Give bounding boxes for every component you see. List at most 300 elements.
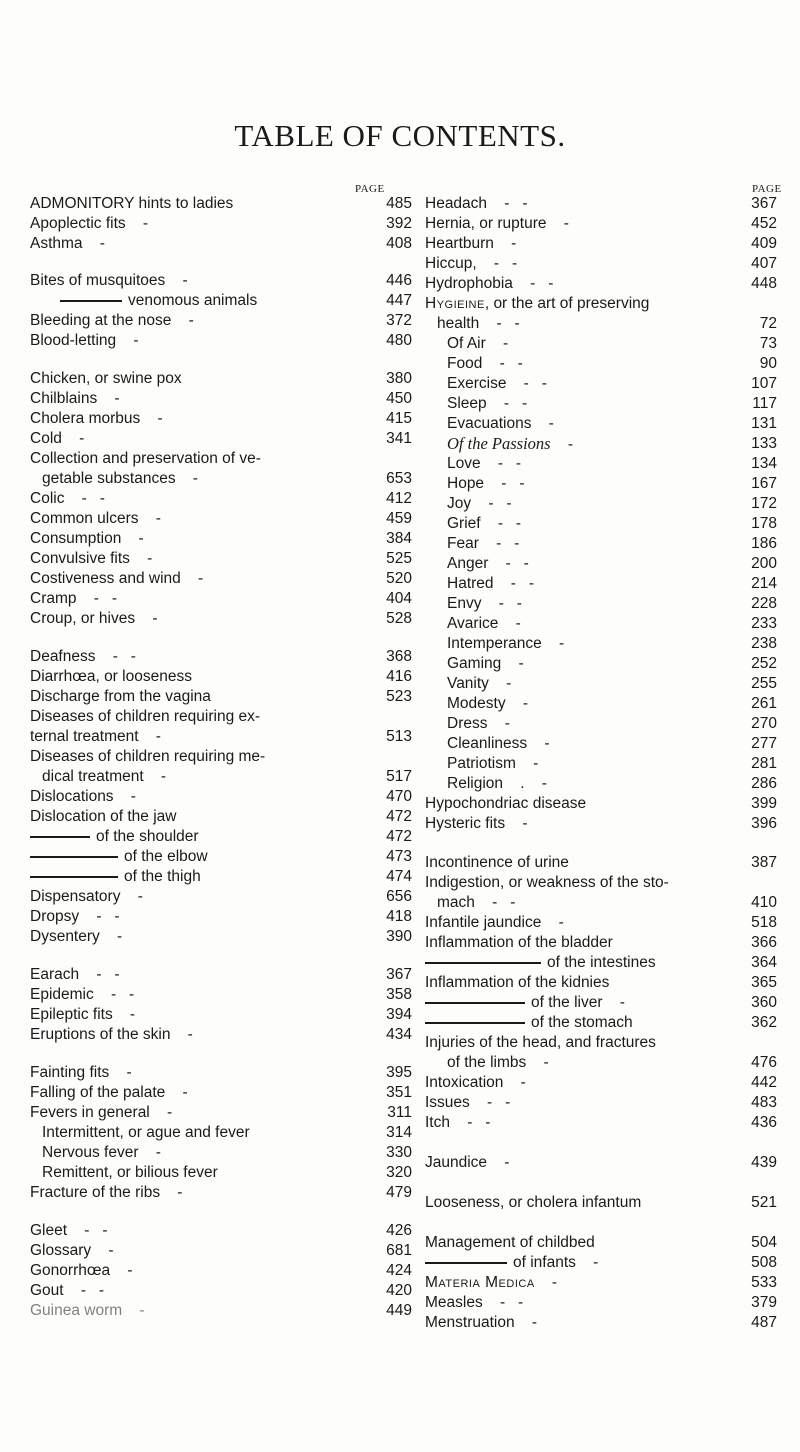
toc-entry-label bbox=[447, 694, 528, 714]
toc-leader-dashes: - - bbox=[480, 455, 522, 472]
toc-entry-right-25 bbox=[425, 674, 777, 694]
ditto-rule bbox=[30, 876, 118, 878]
toc-entry-label bbox=[30, 1281, 104, 1301]
toc-leader-dashes: - - bbox=[79, 966, 120, 983]
toc-entry-label bbox=[447, 574, 534, 594]
toc-entry-text: Incontinence of urine bbox=[425, 854, 569, 871]
toc-entry-left-8 bbox=[30, 369, 412, 389]
toc-entry-label bbox=[447, 414, 554, 434]
toc-entry-label bbox=[30, 1221, 108, 1241]
toc-entry-left-21 bbox=[30, 647, 412, 667]
toc-entry-text: Costiveness and wind bbox=[30, 570, 181, 587]
toc-page-number: 415 bbox=[386, 410, 412, 427]
toc-entry-label bbox=[30, 409, 163, 429]
toc-entry-left-5 bbox=[30, 291, 412, 311]
toc-entry-label bbox=[30, 827, 199, 847]
toc-page-number: 472 bbox=[386, 808, 412, 825]
toc-entry-left-6 bbox=[30, 311, 412, 331]
toc-entry-label bbox=[30, 667, 192, 687]
ditto-rule bbox=[425, 1002, 525, 1004]
toc-entry-text: Apoplectic fits bbox=[30, 215, 126, 232]
toc-page-number: 364 bbox=[751, 954, 777, 971]
toc-entry-text: Collection and preservation of ve- bbox=[30, 450, 261, 467]
toc-entry-left-17 bbox=[30, 549, 412, 569]
toc-entry-text: Management of childbed bbox=[425, 1234, 595, 1251]
toc-entry-text: Vanity bbox=[447, 675, 489, 692]
toc-entry-text: Hysteric fits bbox=[425, 815, 506, 832]
toc-page-number: 472 bbox=[386, 828, 412, 845]
toc-entry-label bbox=[30, 271, 188, 291]
toc-entry-label bbox=[447, 494, 512, 514]
toc-entry-text: Religion bbox=[447, 775, 504, 792]
toc-entry-left-13 bbox=[30, 469, 412, 489]
toc-entry-left-16 bbox=[30, 529, 412, 549]
toc-entry-text: Hygieine bbox=[425, 295, 485, 312]
toc-entry-right-43 bbox=[425, 1053, 777, 1073]
toc-entry-right-19 bbox=[425, 554, 777, 574]
toc-entry-label bbox=[425, 853, 569, 873]
toc-page-number: 520 bbox=[386, 570, 412, 587]
toc-entry-label bbox=[30, 1025, 193, 1045]
toc-page-number: 448 bbox=[751, 275, 777, 292]
toc-leader-dashes: - - bbox=[469, 1094, 511, 1111]
toc-leader-dashes: - bbox=[180, 570, 204, 587]
toc-entry-right-21 bbox=[425, 594, 777, 614]
toc-page-number: 367 bbox=[751, 195, 777, 212]
toc-leader-dashes: - bbox=[138, 728, 161, 745]
toc-entry-text: Falling of the palate bbox=[30, 1084, 166, 1101]
toc-entry-label bbox=[30, 1241, 114, 1261]
toc-leader-dashes: - - bbox=[79, 908, 120, 925]
toc-leader-dashes: - bbox=[165, 1084, 188, 1101]
toc-leader-dashes: - - bbox=[482, 1294, 524, 1311]
toc-leader-dashes: - bbox=[135, 610, 158, 627]
toc-page-number: 270 bbox=[751, 715, 777, 732]
toc-page-number: 518 bbox=[751, 914, 777, 931]
toc-leader-dashes: - - bbox=[476, 255, 518, 272]
toc-entry-label bbox=[425, 794, 586, 814]
toc-page-number: 178 bbox=[751, 515, 777, 532]
toc-entry-left-25 bbox=[30, 727, 412, 747]
toc-page-number: 90 bbox=[759, 355, 777, 372]
toc-entry-label bbox=[447, 434, 573, 455]
toc-entry-label bbox=[425, 1313, 537, 1333]
toc-entry-right-36 bbox=[425, 913, 777, 933]
toc-entry-label bbox=[447, 374, 547, 394]
page-column-header-left: PAGE bbox=[355, 183, 385, 195]
toc-entry-text: Convulsive fits bbox=[30, 550, 130, 567]
toc-leader-dashes: - - bbox=[478, 535, 520, 552]
toc-page-number: 368 bbox=[386, 648, 412, 665]
toc-leader-dashes: - bbox=[110, 1262, 133, 1279]
toc-entry-left-30 bbox=[30, 827, 412, 847]
toc-entry-left-43 bbox=[30, 1123, 412, 1143]
toc-entry-right-45 bbox=[425, 1093, 777, 1113]
toc-entry-label bbox=[425, 814, 527, 834]
toc-entry-label bbox=[30, 747, 265, 767]
toc-entry-left-44 bbox=[30, 1143, 412, 1163]
toc-entry-text: Dropsy bbox=[30, 908, 80, 925]
toc-entry-label bbox=[447, 554, 529, 574]
toc-leader-dashes: - bbox=[514, 1314, 537, 1331]
toc-entry-label bbox=[30, 907, 120, 927]
toc-entry-label bbox=[30, 311, 194, 331]
toc-entry-label bbox=[425, 1113, 490, 1133]
toc-leader-dashes: - bbox=[160, 1184, 183, 1201]
toc-entry-label bbox=[60, 291, 257, 311]
toc-page-number: 277 bbox=[751, 735, 777, 752]
toc-entry-label bbox=[425, 1193, 641, 1213]
toc-page-number: 314 bbox=[386, 1124, 412, 1141]
toc-entry-right-40 bbox=[425, 993, 777, 1013]
toc-page-number: 358 bbox=[386, 986, 412, 1003]
toc-entry-left-31 bbox=[30, 847, 412, 867]
toc-entry-text: Injuries of the head, and fractures bbox=[425, 1034, 656, 1051]
toc-page-number: 394 bbox=[386, 1006, 412, 1023]
toc-entry-left-49 bbox=[30, 1261, 412, 1281]
toc-page-number: 214 bbox=[751, 575, 777, 592]
toc-page-number: 476 bbox=[751, 1054, 777, 1071]
toc-leader-dashes: - bbox=[546, 215, 569, 232]
toc-entry-text: Gaming bbox=[447, 655, 502, 672]
toc-page-number: 442 bbox=[751, 1074, 777, 1091]
toc-entry-label bbox=[437, 893, 515, 913]
toc-entry-label bbox=[30, 1083, 188, 1103]
toc-entry-left-14 bbox=[30, 489, 412, 509]
toc-page-number: 238 bbox=[751, 635, 777, 652]
toc-page-number: 446 bbox=[386, 272, 412, 289]
toc-page-number: 330 bbox=[386, 1144, 412, 1161]
toc-leader-dashes: . - bbox=[503, 775, 547, 792]
toc-entry-label bbox=[30, 787, 136, 807]
toc-leader-dashes: - bbox=[505, 695, 528, 712]
toc-entry-text: of the intestines bbox=[547, 954, 656, 971]
toc-entry-right-16 bbox=[425, 494, 777, 514]
toc-leader-dashes: - bbox=[125, 215, 149, 232]
toc-entry-text: Hypochondriac disease bbox=[425, 795, 587, 812]
toc-entry-text: Fracture of the ribs bbox=[30, 1184, 161, 1201]
toc-entry-label bbox=[425, 1233, 595, 1253]
toc-page-number: 420 bbox=[386, 1282, 412, 1299]
toc-entry-left-1 bbox=[30, 194, 412, 214]
toc-leader-dashes: - - bbox=[506, 375, 547, 392]
toc-leader-dashes: - bbox=[120, 888, 143, 905]
toc-entry-text: Cleanliness bbox=[447, 735, 528, 752]
toc-leader-dashes: - bbox=[170, 1026, 193, 1043]
toc-page-number: 416 bbox=[386, 668, 412, 685]
toc-entry-label bbox=[425, 274, 553, 294]
toc-entry-label bbox=[30, 529, 144, 549]
toc-entry-label bbox=[425, 1253, 598, 1273]
toc-entry-right-2 bbox=[425, 214, 777, 234]
toc-entry-left-36 bbox=[30, 965, 412, 985]
toc-entry-text: of infants bbox=[513, 1254, 576, 1271]
toc-entry-label bbox=[30, 549, 152, 569]
toc-entry-text: ADMONITORY hints to ladies bbox=[30, 195, 234, 212]
toc-page-number: 517 bbox=[386, 768, 412, 785]
toc-leader-dashes: - bbox=[165, 272, 188, 289]
toc-leader-dashes: - - bbox=[482, 355, 523, 372]
toc-entry-right-12 bbox=[425, 414, 777, 434]
toc-entry-right-34 bbox=[425, 873, 777, 893]
toc-page-number: 681 bbox=[386, 1242, 412, 1259]
toc-entry-text: Patriotism bbox=[447, 755, 516, 772]
ditto-rule bbox=[425, 1022, 525, 1024]
toc-entry-right-14 bbox=[425, 454, 777, 474]
toc-entry-label bbox=[30, 807, 176, 827]
toc-page-number: 473 bbox=[386, 848, 412, 865]
toc-page-number: 508 bbox=[751, 1254, 777, 1271]
toc-leader-dashes: - bbox=[113, 788, 136, 805]
toc-entry-label bbox=[30, 687, 211, 707]
toc-leader-dashes: - bbox=[488, 675, 512, 692]
toc-entry-text: Intermittent, or ague and fever bbox=[42, 1124, 250, 1141]
toc-entry-text: Exercise bbox=[447, 375, 507, 392]
toc-page-number: 395 bbox=[386, 1064, 412, 1081]
toc-entry-text: Diseases of children requiring ex- bbox=[30, 708, 261, 725]
toc-entry-right-32 bbox=[425, 814, 777, 834]
toc-entry-text: Sleep bbox=[447, 395, 487, 412]
toc-entry-text: Modesty bbox=[447, 695, 506, 712]
toc-entry-right-13 bbox=[425, 434, 777, 454]
toc-entry-text: Dispensatory bbox=[30, 888, 121, 905]
toc-entry-text: Grief bbox=[447, 515, 481, 532]
toc-entry-text: Food bbox=[447, 355, 483, 372]
toc-page-number: 480 bbox=[386, 332, 412, 349]
toc-entry-label bbox=[425, 1153, 509, 1173]
toc-page-number: 390 bbox=[386, 928, 412, 945]
toc-entry-label bbox=[447, 714, 510, 734]
toc-entry-text: Cramp bbox=[30, 590, 77, 607]
toc-page-number: 360 bbox=[751, 994, 777, 1011]
toc-leader-dashes: - bbox=[109, 1064, 132, 1081]
toc-entry-label bbox=[425, 214, 569, 234]
toc-entry-text: of the stomach bbox=[531, 1014, 633, 1031]
toc-entry-label bbox=[30, 1301, 145, 1321]
toc-entry-left-9 bbox=[30, 389, 412, 409]
toc-leader-dashes: - bbox=[515, 755, 539, 772]
toc-entry-text: Chilblains bbox=[30, 390, 98, 407]
toc-entry-text: Jaundice bbox=[425, 1154, 488, 1171]
toc-page-number: 396 bbox=[751, 815, 777, 832]
toc-page-number: 513 bbox=[386, 728, 412, 745]
toc-page-number: 73 bbox=[759, 335, 777, 352]
toc-entry-left-51 bbox=[30, 1301, 412, 1321]
toc-entry-label bbox=[30, 647, 136, 667]
toc-page-number: 452 bbox=[751, 215, 777, 232]
toc-page-number: 286 bbox=[751, 775, 777, 792]
toc-leader-dashes: - bbox=[171, 312, 194, 329]
toc-leader-dashes: - bbox=[575, 1254, 599, 1271]
toc-leader-dashes: - bbox=[505, 815, 528, 832]
toc-entry-left-32 bbox=[30, 867, 412, 887]
toc-entry-text: Intemperance bbox=[447, 635, 542, 652]
toc-entry-right-44 bbox=[425, 1073, 777, 1093]
toc-page-number: 255 bbox=[751, 675, 777, 692]
toc-entry-text: Consumption bbox=[30, 530, 122, 547]
toc-entry-text: Inflammation of the bladder bbox=[425, 934, 613, 951]
toc-entry-text: Fainting fits bbox=[30, 1064, 110, 1081]
toc-entry-text: Eruptions of the skin bbox=[30, 1026, 171, 1043]
toc-entry-left-19 bbox=[30, 589, 412, 609]
toc-entry-right-22 bbox=[425, 614, 777, 634]
toc-page-number: 281 bbox=[751, 755, 777, 772]
toc-entry-label bbox=[30, 449, 261, 469]
toc-entry-text: Gout bbox=[30, 1282, 64, 1299]
toc-entry-label bbox=[30, 1005, 135, 1025]
toc-entry-label bbox=[30, 1063, 132, 1083]
toc-entry-label bbox=[30, 489, 105, 509]
toc-entry-text: Hernia, or rupture bbox=[425, 215, 547, 232]
toc-entry-right-48 bbox=[425, 1193, 777, 1213]
toc-page-number: 233 bbox=[751, 615, 777, 632]
toc-entry-right-39 bbox=[425, 973, 777, 993]
toc-entry-label bbox=[425, 194, 528, 214]
toc-entry-left-4 bbox=[30, 271, 412, 291]
toc-leader-dashes: - bbox=[91, 1242, 114, 1259]
toc-entry-text: Fear bbox=[447, 535, 479, 552]
toc-entry-label bbox=[447, 594, 522, 614]
toc-entry-text: Guinea worm bbox=[30, 1302, 123, 1319]
toc-entry-label bbox=[425, 1013, 633, 1033]
toc-entry-text: Intoxication bbox=[425, 1074, 504, 1091]
toc-leader-dashes: - bbox=[175, 470, 198, 487]
toc-entry-label bbox=[447, 334, 508, 354]
toc-entry-text: Colic bbox=[30, 490, 65, 507]
toc-entry-label bbox=[42, 1123, 250, 1143]
toc-entry-label bbox=[30, 867, 201, 887]
toc-entry-left-27 bbox=[30, 767, 412, 787]
toc-entry-text: Bites of musquitoes bbox=[30, 272, 166, 289]
toc-entry-label bbox=[425, 234, 516, 254]
toc-entry-label bbox=[447, 454, 521, 474]
toc-page-number: 410 bbox=[751, 894, 777, 911]
toc-entry-text: getable substances bbox=[42, 470, 176, 487]
toc-entry-right-46 bbox=[425, 1113, 777, 1133]
toc-entry-label bbox=[447, 474, 525, 494]
toc-page-number: 362 bbox=[751, 1014, 777, 1031]
toc-entry-right-6 bbox=[425, 294, 777, 314]
toc-entry-right-18 bbox=[425, 534, 777, 554]
toc-leader-dashes: - bbox=[61, 430, 85, 447]
toc-entry-text: Hiccup, bbox=[425, 255, 477, 272]
toc-entry-label bbox=[30, 707, 260, 727]
toc-entry-right-42 bbox=[425, 1033, 777, 1053]
toc-entry-text: health bbox=[437, 315, 480, 332]
toc-entry-text: Measles bbox=[425, 1294, 483, 1311]
toc-entry-text: of the limbs bbox=[447, 1054, 527, 1071]
toc-entry-text: Of Air bbox=[447, 335, 486, 352]
toc-entry-text: dical treatment bbox=[42, 768, 144, 785]
toc-page-number: 449 bbox=[386, 1302, 412, 1319]
toc-page-number: 436 bbox=[751, 1114, 777, 1131]
toc-leader-dashes: - bbox=[143, 768, 167, 785]
toc-entry-text: Fevers in general bbox=[30, 1104, 150, 1121]
toc-leader-dashes: - bbox=[99, 928, 123, 945]
toc-page-number: 365 bbox=[751, 974, 777, 991]
toc-entry-right-26 bbox=[425, 694, 777, 714]
toc-entry-left-20 bbox=[30, 609, 412, 629]
toc-entry-text: Cholera morbus bbox=[30, 410, 141, 427]
toc-entry-text: Envy bbox=[447, 595, 482, 612]
toc-page-number: 412 bbox=[386, 490, 412, 507]
toc-entry-label bbox=[425, 1293, 523, 1313]
toc-entry-left-37 bbox=[30, 985, 412, 1005]
toc-entry-label bbox=[425, 1093, 510, 1113]
page-title: TABLE OF CONTENTS. bbox=[234, 118, 566, 153]
toc-page-number: 523 bbox=[386, 688, 412, 705]
toc-entry-text: venomous animals bbox=[128, 292, 258, 309]
toc-page-number: 408 bbox=[386, 235, 412, 252]
toc-entry-right-9 bbox=[425, 354, 777, 374]
toc-leader-dashes: - bbox=[602, 994, 625, 1011]
toc-entry-label bbox=[447, 674, 511, 694]
toc-leader-dashes: - bbox=[138, 510, 161, 527]
toc-entry-left-33 bbox=[30, 887, 412, 907]
toc-page-number: 252 bbox=[751, 655, 777, 672]
toc-entry-text: Hydrophobia bbox=[425, 275, 513, 292]
toc-leader-dashes: - - bbox=[484, 475, 525, 492]
toc-entry-label bbox=[30, 214, 148, 234]
toc-entry-text: Infantile jaundice bbox=[425, 914, 542, 931]
toc-leader-dashes: - bbox=[550, 436, 573, 453]
toc-entry-left-28 bbox=[30, 787, 412, 807]
toc-leader-dashes: - bbox=[112, 1006, 136, 1023]
toc-entry-text: Indigestion, or weakness of the sto- bbox=[425, 874, 669, 891]
toc-entry-label bbox=[447, 354, 523, 374]
toc-entry-label bbox=[30, 569, 203, 589]
toc-page-number: 424 bbox=[386, 1262, 412, 1279]
toc-page-number: 470 bbox=[386, 788, 412, 805]
toc-entry-label bbox=[42, 469, 198, 489]
toc-entry-label bbox=[425, 294, 649, 314]
toc-entry-right-50 bbox=[425, 1253, 777, 1273]
ditto-rule bbox=[60, 300, 122, 302]
toc-entry-right-28 bbox=[425, 734, 777, 754]
toc-entry-label bbox=[30, 847, 208, 867]
toc-entry-text: Chicken, or swine pox bbox=[30, 370, 182, 387]
toc-entry-label bbox=[30, 1261, 133, 1281]
toc-entry-label bbox=[425, 953, 656, 973]
toc-entry-text: mach bbox=[437, 894, 475, 911]
toc-leader-dashes: - bbox=[485, 335, 509, 352]
toc-page-number: 479 bbox=[386, 1184, 412, 1201]
toc-leader-dashes: - bbox=[493, 235, 517, 252]
toc-entry-right-10 bbox=[425, 374, 777, 394]
toc-entry-label bbox=[425, 254, 517, 274]
toc-page-number: 474 bbox=[386, 868, 412, 885]
toc-entry-label bbox=[30, 1103, 172, 1123]
toc-entry-label bbox=[447, 614, 521, 634]
toc-entry-text: Inflammation of the kidnies bbox=[425, 974, 610, 991]
toc-page-number: 418 bbox=[386, 908, 412, 925]
toc-entry-right-15 bbox=[425, 474, 777, 494]
ditto-rule bbox=[30, 856, 118, 858]
toc-leader-dashes: - - bbox=[479, 315, 520, 332]
toc-page-number: 399 bbox=[751, 795, 777, 812]
toc-entry-text: Love bbox=[447, 455, 481, 472]
toc-entry-right-17 bbox=[425, 514, 777, 534]
toc-page-number: 311 bbox=[387, 1104, 412, 1121]
toc-page-number: 407 bbox=[751, 255, 777, 272]
toc-page-number: 351 bbox=[386, 1084, 412, 1101]
toc-entry-right-53 bbox=[425, 1313, 777, 1333]
toc-entry-text: Common ulcers bbox=[30, 510, 139, 527]
toc-page-number: 450 bbox=[386, 390, 412, 407]
toc-entry-label bbox=[447, 774, 547, 794]
toc-entry-left-50 bbox=[30, 1281, 412, 1301]
toc-entry-left-23 bbox=[30, 687, 412, 707]
